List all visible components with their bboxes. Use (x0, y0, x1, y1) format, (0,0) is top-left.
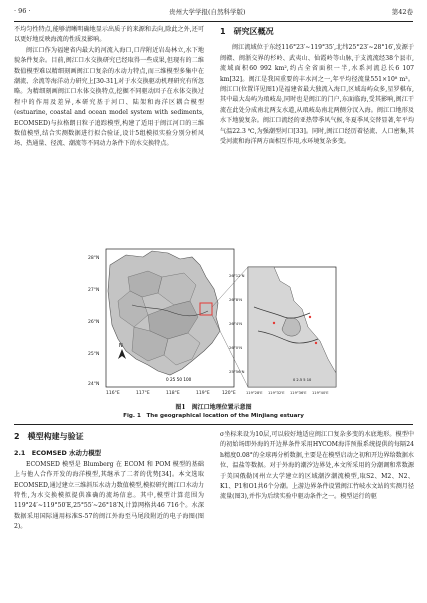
figure-caption-en: Fig. 1 The geographical location of the Minjiang estuary (123, 413, 304, 419)
svg-text:26°N: 26°N (88, 320, 100, 325)
svg-text:25°56'N: 25°56'N (229, 369, 245, 374)
right-column-text (220, 25, 414, 245)
svg-text:116°E: 116°E (106, 391, 120, 396)
inset-scale-label: 0 2.5 5 10 (293, 378, 312, 382)
svg-text:25°N: 25°N (88, 352, 100, 357)
svg-text:119°32'E: 119°32'E (268, 391, 285, 395)
paragraph: ECOMSED 模型是 Blumberg 在 ECOM 和 POM 模型的基础上与他人合作开发的海洋模型,其继承了二者的优势[34]。本文选取 ECOMSED,通过建立三维斜压水动力数值模型,模拟研究闽江口水动力特性,为水交换模拟提供准确的流场信息。其中,模型计算范围为119°24′~119°50′E,25°55′~26°18′N,计算网格共46 716个。水深数据采用国际通用标准S-57的闽江外海至马尾段附近的电子海图(图2)。 (14, 460, 204, 531)
model-section-text (14, 430, 204, 598)
svg-text:27°N: 27°N (88, 288, 100, 293)
svg-text:26°0'N: 26°0'N (229, 345, 243, 350)
figure-location-map (88, 247, 340, 399)
map-figure-svg (88, 247, 340, 399)
station-marker (273, 322, 275, 324)
running-header (14, 7, 413, 19)
section-title-model: 2 模型构建与验证 (14, 432, 84, 441)
figure-caption-cn: 图1 闽江口地理位置示意图 (175, 404, 252, 411)
journal-title: 贵州大学学报(自然科学版) (169, 8, 246, 16)
svg-text:26°12'N: 26°12'N (229, 273, 245, 278)
model-continuation-text (220, 430, 414, 598)
svg-text:N: N (119, 343, 123, 349)
svg-text:28°N: 28°N (88, 256, 100, 261)
figure-bottom-rule (14, 424, 413, 425)
svg-text:118°E: 118°E (166, 391, 180, 396)
page-number: · 96 · (14, 7, 31, 15)
svg-text:119°E: 119°E (196, 391, 210, 396)
paragraph: σ坐标来设为10层,可以较好地适应闽江口复杂多变的水底地形。模型中的初始场即外海的开边界条件采用HYCOM海洋预报系统提供的每隔24 h精度0.08°的全球再分析数据,主要是在模型启动之初和开边界给数据水位、温盐等数据。对于外海的潮汐边界处,本文所采用的分潮调和常数源于美国俄勒冈州立大学建立的区域潮汐潮流模型,取S2、M2、N2、K1、P1和O1共6个分潮。上游边界条件设置闽江竹岐水文站的实测月径流量(图3),并作为后续实验中驱动条件之一。模型运行的驱 (220, 431, 414, 501)
paragraph: 闽江口作为福建省内最大的河流入海口,口岸附近岩岛林立,水下地貌条件复杂。目前,闽江口水交换研究已经取得一些成果,但现有的二维数值模型难以精细刻画闽江口复杂的水动力特点,而三维模型多集中在潮流、余流等海洋动力研究上[30-31],对于水交换驱动机理研究有所忽略。为精细刻画闽江口水体交换特点,挖掘不同驱动因子在水体交换过程中的作用及差异,本研究基于河口、陆架和海洋区耦合模型(estuarine, coastal and ocean model system with sediments, ECOMSED)与拉格朗日粒子追踪模型,构建了适用于闽江河口的三维数值模型,结合实测数据进行拟合验证,设计5组模拟实验分别分析风场、热通量、径流、潮流等不同动力条件下的水交换特点。 (14, 46, 204, 148)
svg-text:26°4'N: 26°4'N (229, 321, 243, 326)
svg-text:119°40'E: 119°40'E (312, 391, 329, 395)
station-marker (315, 342, 317, 344)
svg-text:117°E: 117°E (136, 391, 150, 396)
svg-text:119°28'E: 119°28'E (246, 391, 263, 395)
svg-text:119°36'E: 119°36'E (290, 391, 307, 395)
paragraph: 闽江流域位于东经116°23′~119°35′,北纬25°23′~28°16′,发源于闽赣、闽浙交界的杉岭、武夷山、仙霞岭等山脉,于支流流经38个县市,流域面积60 992 km²,约占全省面积一半,水系河流总长6 107 km[32]。闽江是我国重要的丰水河之一,年平均径流量551×10⁸ m³。闽江口(位置详见图1)是福建省最大独流入海口,区域岛屿众多,星罗棋布,其中最大岛屿为琅岐岛,同时也是闽江的门户,东面临海,受其影响,闽江干流在此处分成南北两支水道,从琅岐岛南北两侧分汊入海。闽江口地形及水下地貌复杂。闽江口流经的亚热带季风气候,冬夏季风交替显著,年平均气温22.3 ℃,为强潮型河口[33]。同时,闽江口经历着径流、人口密集,其受河流和海洋两方面相互作用,水环境复杂多变。 (220, 44, 414, 146)
header-rule (14, 21, 413, 22)
volume-label: 第42卷 (391, 8, 413, 16)
paragraph: 不均匀性特点,能够清晰明确地显示出质子的来源和去向,除此之外,还可以更好地反映海流的性质及影响。 (14, 26, 204, 44)
station-marker (309, 316, 311, 318)
subsection-title-ecomsed: 2.1 ECOMSED 水动力模型 (14, 449, 102, 458)
svg-text:26°8'N: 26°8'N (229, 297, 243, 302)
svg-text:24°N: 24°N (88, 382, 100, 387)
svg-text:120°E: 120°E (222, 391, 236, 396)
left-column-text (14, 25, 204, 245)
scale-bar-label: 0 25 50 100 (166, 377, 192, 382)
section-title-study-area: 1 研究区概况 (220, 27, 274, 36)
